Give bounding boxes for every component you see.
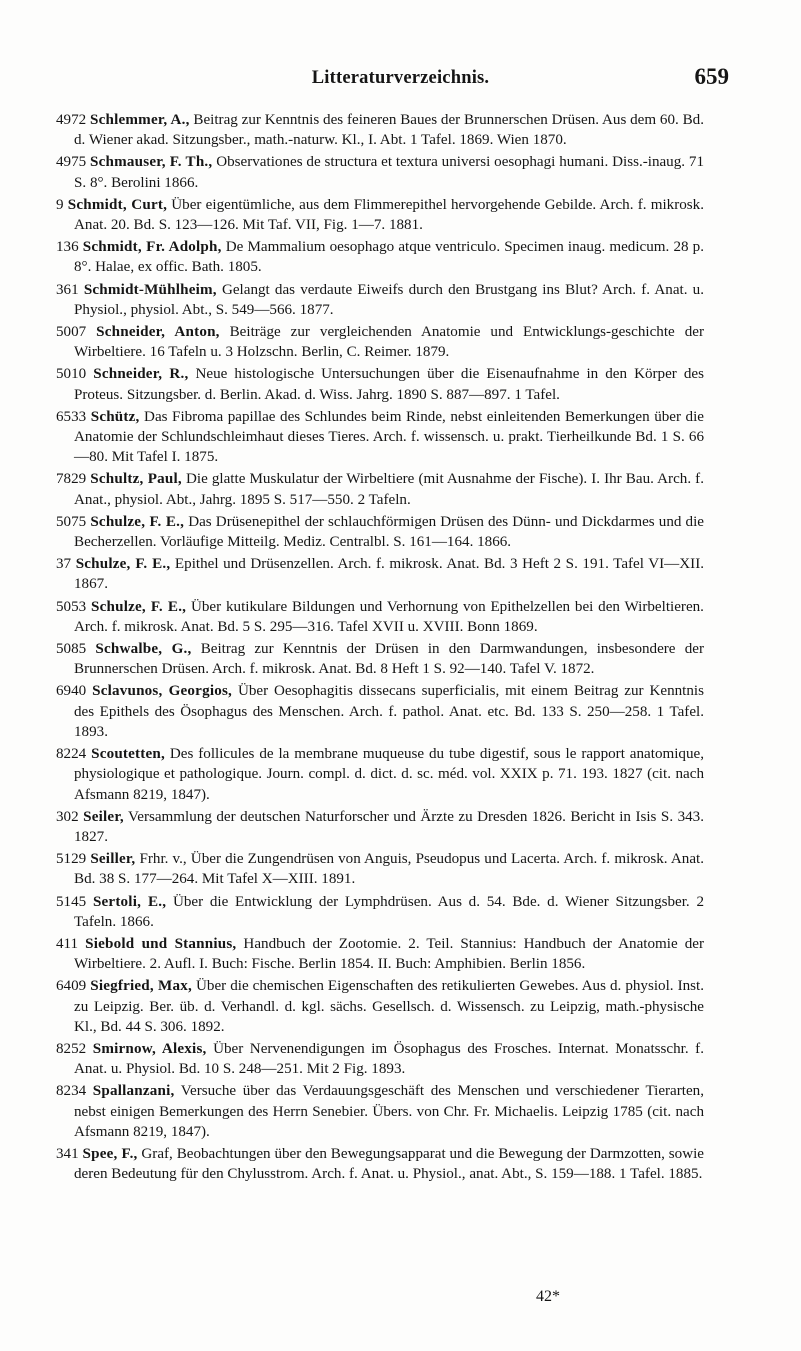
entry-number: 8224 <box>56 746 87 763</box>
entry-citation: Das Fibroma papillae des Schlundes beim Rinde, nebst einleitenden Bemerkungen über die Anatomie der Schlundschleimhaut dieses Tieres. Arch. f. wissensch. u. prakt. Tierheilkunde Bd. 1 S. 66—80. Mit Tafel I. 1875. <box>74 408 704 466</box>
bibliography-entry <box>56 407 704 468</box>
entry-author: Spee, F., <box>82 1145 138 1162</box>
running-title: Litteraturverzeichnis. <box>311 68 490 88</box>
entry-number: 302 <box>56 808 79 825</box>
entry-author: Siebold und Stannius, <box>85 935 237 952</box>
entry-citation: Versammlung der deutschen Naturforscher und Ärzte zu Dresden 1826. Bericht in Isis S. 343. 1827. <box>74 808 704 845</box>
entry-citation: Frhr. v., Über die Zungendrüsen von Anguis, Pseudopus und Lacerta. Arch. f. mikrosk. Anat. Bd. 38 S. 177—264. Mit Tafel X—XIII. 1891. <box>74 851 704 888</box>
entry-number: 6533 <box>56 408 87 425</box>
entry-citation: Gelangt das verdaute Eiweifs durch den Brustgang ins Blut? Arch. f. Anat. u. Physiol., physiol. Abt., S. 549—566. 1877. <box>74 281 704 318</box>
bibliography-entry <box>56 807 704 847</box>
entry-number: 8234 <box>56 1083 87 1100</box>
entry-number: 4972 <box>56 112 87 128</box>
bibliography-entry <box>56 152 704 192</box>
entry-citation: Versuche über das Verdauungsgeschäft des Menschen und verschiedener Tierarten, nebst einigen Bemerkungen des Herrn Senebier. Übers. von Chr. Fr. Michaelis. Leipzig 1785 (cit. nach Afsmann 8219, 1847). <box>74 1083 704 1140</box>
entry-author: Schmidt-Mühlheim, <box>83 281 217 298</box>
entry-author: Siegfried, Max, <box>90 978 192 995</box>
bibliography-entry <box>56 237 704 277</box>
entry-number: 7829 <box>56 471 87 488</box>
entry-citation: Über die Entwicklung der Lymphdrüsen. Aus d. 54. Bde. d. Wiener Sitzungsber. 2 Tafeln. 1866. <box>74 893 704 930</box>
entry-number: 6940 <box>56 683 87 700</box>
bibliography-entry <box>56 934 704 974</box>
entry-citation: Beitrag zur Kenntnis des feineren Baues der Brunnerschen Drüsen. Aus dem 60. Bd. d. Wiener akad. Sitzungsber., math.-naturw. Kl., I. Abt. 1 Tafel. 1869. Wien 1870. <box>74 112 704 149</box>
entry-number: 5075 <box>56 513 87 530</box>
bibliography-entry <box>56 681 704 742</box>
entry-author: Schmauser, F. Th., <box>90 154 213 171</box>
bibliography-entry <box>56 469 704 509</box>
bibliography-entry <box>56 1039 704 1079</box>
entry-citation: Neue histologische Untersuchungen über die Eisenaufnahme in den Körper des Proteus. Sitzungsber. d. Berlin. Akad. d. Wiss. Jahrg. 1890 S. 887—897. 1 Tafel. <box>74 366 704 403</box>
page-number: 659 <box>694 64 729 89</box>
bibliography-entry <box>56 512 704 552</box>
entry-author: Schmidt, Fr. Adolph, <box>82 239 222 256</box>
entry-number: 9 <box>56 196 64 213</box>
entry-author: Spallanzani, <box>92 1083 175 1100</box>
entry-citation: Handbuch der Zootomie. 2. Teil. Stannius: Handbuch der Anatomie der Wirbeltiere. 2. Aufl. I. Buch: Fische. Berlin 1854. II. Buch: Amphibien. Berlin 1856. <box>74 935 704 973</box>
entry-number: 8252 <box>56 1040 87 1057</box>
entry-author: Schütz, <box>90 408 140 425</box>
entry-number: 5010 <box>56 366 87 383</box>
entry-citation: Graf, Beobachtungen über den Bewegungsapparat und die Bewegung der Darmzotten, sowie deren Bedeutung für den Chylusstrom. Arch. f. Anat. u. Physiol., anat. Abt., S. 159—188. 1 Tafel. 1885. <box>74 1145 704 1183</box>
entry-number: 5145 <box>56 893 87 910</box>
entry-citation: Über die chemischen Eigenschaften des retikulierten Gewebes. Aus d. physiol. Inst. zu Leipzig. Ber. üb. d. Verhandl. d. kgl. sächs. Gesellsch. d. Wissensch. zu Leipzig, math.-physische Kl., Bd. 44 S. 306. 1892. <box>74 978 704 1035</box>
entry-number: 5007 <box>56 324 87 341</box>
entry-author: Scoutetten, <box>91 746 165 763</box>
entry-author: Schmidt, Curt, <box>67 196 168 213</box>
entry-author: Schneider, R., <box>93 366 189 383</box>
entry-citation: Epithel und Drüsenzellen. Arch. f. mikrosk. Anat. Bd. 3 Heft 2 S. 191. Tafel VI—XII. 1867. <box>74 556 704 593</box>
bibliography-entry <box>56 597 704 637</box>
entry-citation: Des follicules de la membrane muqueuse du tube digestif, sous le rapport anatomique, physiologique et pathologique. Journ. compl. d. dict. d. sc. méd. vol. XXIX p. 71. 193. 1827 (cit. nach Afsmann 8219, 1847). <box>74 746 704 803</box>
entry-author: Schwalbe, G., <box>95 641 192 658</box>
bibliography-entry <box>56 892 704 932</box>
entry-author: Schneider, Anton, <box>96 324 220 341</box>
bibliography-entry <box>56 1081 704 1142</box>
entry-author: Smirnow, Alexis, <box>92 1040 207 1057</box>
entry-author: Seiller, <box>90 851 136 868</box>
bibliography-entry <box>56 110 704 150</box>
entry-citation: Beitrag zur Kenntnis der Drüsen in den Darmwandungen, insbesondere der Brunnerschen Drüsen. Arch. f. mikrosk. Anat. Bd. 8 Heft 1 S. 92—140. Tafel V. 1872. <box>74 641 704 678</box>
entry-number: 411 <box>56 935 79 952</box>
entry-citation: Beiträge zur vergleichenden Anatomie und Entwicklungs-geschichte der Wirbeltiere. 16 Tafeln u. 3 Holzschn. Berlin, C. Reimer. 1879. <box>74 324 704 361</box>
entry-author: Sclavunos, Georgios, <box>92 683 233 700</box>
page-header <box>72 64 729 100</box>
entry-number: 5085 <box>56 641 87 658</box>
entry-citation: Das Drüsenepithel der schlauchförmigen Drüsen des Dünn- und Dickdarmes und die Becherzellen. Vorläufige Mitteilg. Mediz. Centralbl. S. 161—164. 1866. <box>74 513 704 551</box>
printer-signature: 42* <box>536 1288 560 1305</box>
entry-author: Schlemmer, A., <box>90 112 190 128</box>
entry-author: Sertoli, E., <box>92 893 167 910</box>
entry-citation: Über eigentümliche, aus dem Flimmerepithel hervorgehende Gebilde. Arch. f. mikrosk. Anat. 20. Bd. S. 123—126. Mit Taf. VII, Fig. 1—7. 1881. <box>74 196 704 234</box>
entry-author: Schulze, F. E., <box>91 598 187 615</box>
entry-number: 5053 <box>56 598 87 615</box>
bibliography-entry <box>56 744 704 805</box>
entry-number: 6409 <box>56 978 87 995</box>
entry-number: 136 <box>56 239 79 256</box>
entry-author: Schultz, Paul, <box>90 471 182 488</box>
entry-number: 5129 <box>56 851 87 868</box>
bibliography-entry <box>56 849 704 889</box>
entry-number: 37 <box>56 556 72 573</box>
bibliography-entry <box>56 322 704 362</box>
bibliography-list <box>56 110 704 1186</box>
entry-number: 4975 <box>56 154 87 171</box>
bibliography-entry <box>56 1144 704 1184</box>
entry-citation: Über Oesophagitis dissecans superficialis, mit einem Beitrag zur Kenntnis des Epithels des Ösophagus des Menschen. Arch. f. pathol. Anat. etc. Bd. 133 S. 250—258. 1 Tafel. 1893. <box>74 683 704 740</box>
entry-citation: Die glatte Muskulatur der Wirbeltiere (mit Ausnahme der Fische). I. Ihr Bau. Arch. f. Anat., physiol. Abt., Jahrg. 1895 S. 517—550. 2 Tafeln. <box>74 471 704 508</box>
bibliography-entry <box>56 280 704 320</box>
bibliography-entry <box>56 364 704 404</box>
entry-author: Schulze, F. E., <box>90 513 185 530</box>
bibliography-entry <box>56 976 704 1037</box>
entry-citation: Observationes de structura et textura universi oesophagi humani. Diss.-inaug. 71 S. 8°. Berolini 1866. <box>74 154 704 191</box>
entry-author: Schulze, F. E., <box>75 556 171 573</box>
entry-citation: De Mammalium oesophago atque ventriculo. Specimen inaug. medicum. 28 p. 8°. Halae, ex offic. Bath. 1805. <box>74 239 704 276</box>
bibliography-entry <box>56 639 704 679</box>
entry-citation: Über kutikulare Bildungen und Verhornung von Epithelzellen bei den Wirbeltieren. Arch. f. mikrosk. Anat. Bd. 5 S. 295—316. Tafel XVII u. XVIII. Bonn 1869. <box>74 598 704 635</box>
bibliography-entry <box>56 554 704 594</box>
entry-author: Seiler, <box>83 808 124 825</box>
bibliography-entry <box>56 195 704 235</box>
entry-citation: Über Nervenendigungen im Ösophagus des Frosches. Internat. Monatsschr. f. Anat. u. Physiol. Bd. 10 S. 248—251. Mit 2 Fig. 1893. <box>74 1040 704 1078</box>
entry-number: 361 <box>56 281 79 298</box>
entry-number: 341 <box>56 1145 79 1162</box>
